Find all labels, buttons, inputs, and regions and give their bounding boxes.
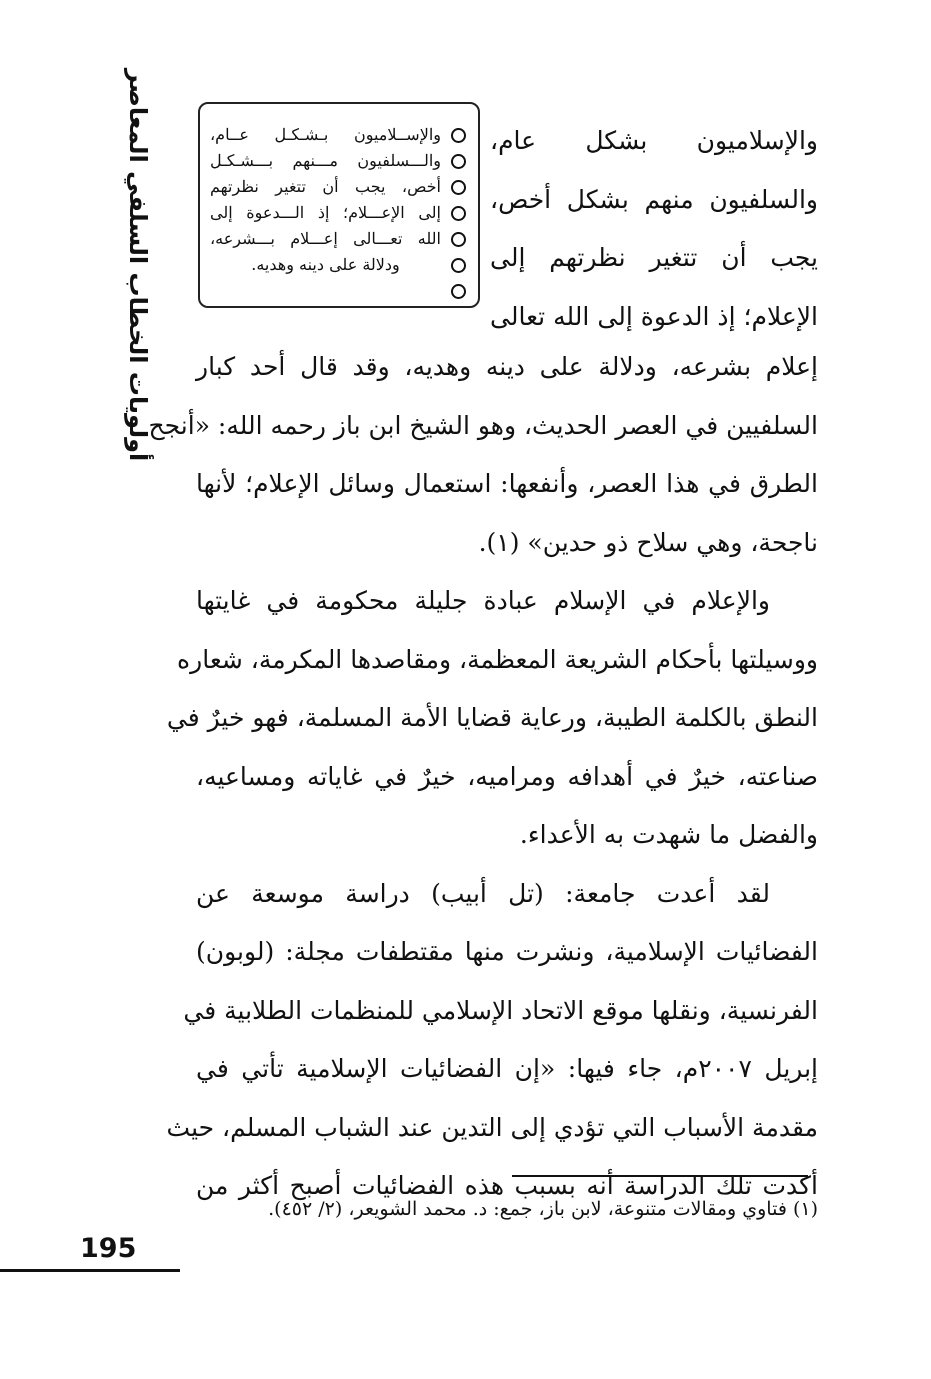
- pull-quote-box: [198, 102, 480, 308]
- circle-bullet-icon: [451, 180, 466, 195]
- circle-bullet-icon: [451, 154, 466, 169]
- text-line: الفضائيات الإسلامية، ونشرت منها مقتطفات مجلة: (لوبون): [196, 937, 818, 966]
- text-line: ناجحة، وهي سلاح ذو حدين» (١).: [478, 527, 818, 557]
- circle-bullet-icon: [451, 258, 466, 273]
- text-line: والسلفيون منهم بشكل أخص،: [490, 184, 818, 214]
- text-line: إبريل ٢٠٠٧م، جاء فيها: «إن الفضائيات الإسلامية تأتي في: [196, 1054, 818, 1083]
- pull-quote-line: [210, 278, 466, 304]
- body-text: [148, 338, 818, 1216]
- footnote: (١) فتاوي ومقالات متنوعة، لابن باز، جمع: د. محمد الشويعر، (٢/ ٤٥٢).: [268, 1198, 818, 1220]
- circle-bullet-icon: [451, 206, 466, 221]
- pull-quote-line: والـــسلفيون مـــنهم بـــشـكـل: [210, 148, 466, 174]
- text-line: صناعته، خيرٌ في أهدافه ومراميه، خيرٌ في غاياته ومساعيه،: [196, 761, 818, 791]
- running-title-text: أولويات الخطاب السلفي المعاصر: [124, 68, 153, 462]
- text-line: يجب أن تتغير نظرتهم إلى: [490, 243, 818, 272]
- text-line: الطرق في هذا العصر، وأنفعها: استعمال وسائل الإعلام؛ لأنها: [196, 469, 818, 498]
- pull-quote-line: ودلالة على دينه وهديه.: [210, 252, 466, 278]
- text-line: والفضل ما شهدت به الأعداء.: [519, 820, 818, 849]
- text-line: ووسيلتها بأحكام الشريعة المعظمة، ومقاصدها المكرمة، شعاره: [177, 644, 818, 674]
- text-line: والإعلام في الإسلام عبادة جليلة محكومة في غايتها: [196, 586, 770, 615]
- circle-bullet-icon: [451, 232, 466, 247]
- footnote-separator: [512, 1175, 808, 1177]
- text-line: مقدمة الأسباب التي تؤدي إلى التدين عند الشباب المسلم، حيث: [166, 1112, 818, 1142]
- text-line: والإسلاميون بشكل عام،: [490, 126, 818, 155]
- pull-quote-line: إلى الإعـــلام؛ إذ الـــدعوة إلى: [210, 200, 466, 226]
- pull-quote-line: والإســلاميون بـشـكـل عــام،: [210, 122, 466, 148]
- pull-quote-line: الله تعـــالى إعـــلام بـــشرعه،: [210, 226, 466, 252]
- running-title: [108, 68, 168, 462]
- text-line: لقد أعدت جامعة: (تل أبيب) دراسة موسعة عن: [196, 878, 770, 908]
- circle-bullet-icon: [451, 284, 466, 299]
- text-line: الإعلام؛ إذ الدعوة إلى الله تعالى: [490, 301, 818, 331]
- page-number-rule: [0, 1269, 180, 1272]
- text-line: إعلام بشرعه، ودلالة على دينه وهديه، وقد قال أحد كبار: [196, 352, 818, 381]
- pull-quote-line: أخص، يجب أن تتغير نظرتهم: [210, 174, 466, 200]
- body-text-top: [490, 112, 818, 346]
- text-line: السلفيين في العصر الحديث، وهو الشيخ ابن باز رحمه الله: «أنجح: [148, 410, 818, 440]
- text-line: أكدت تلك الدراسة أنه بسبب هذه الفضائيات أصبح أكثر من: [196, 1171, 818, 1200]
- text-line: الفرنسية، ونقلها موقع الاتحاد الإسلامي للمنظمات الطلابية في: [183, 995, 818, 1025]
- text-line: النطق بالكلمة الطيبة، ورعاية قضايا الأمة المسلمة، فهو خيرٌ في: [166, 703, 818, 732]
- circle-bullet-icon: [451, 128, 466, 143]
- page-number: 195: [80, 1233, 137, 1264]
